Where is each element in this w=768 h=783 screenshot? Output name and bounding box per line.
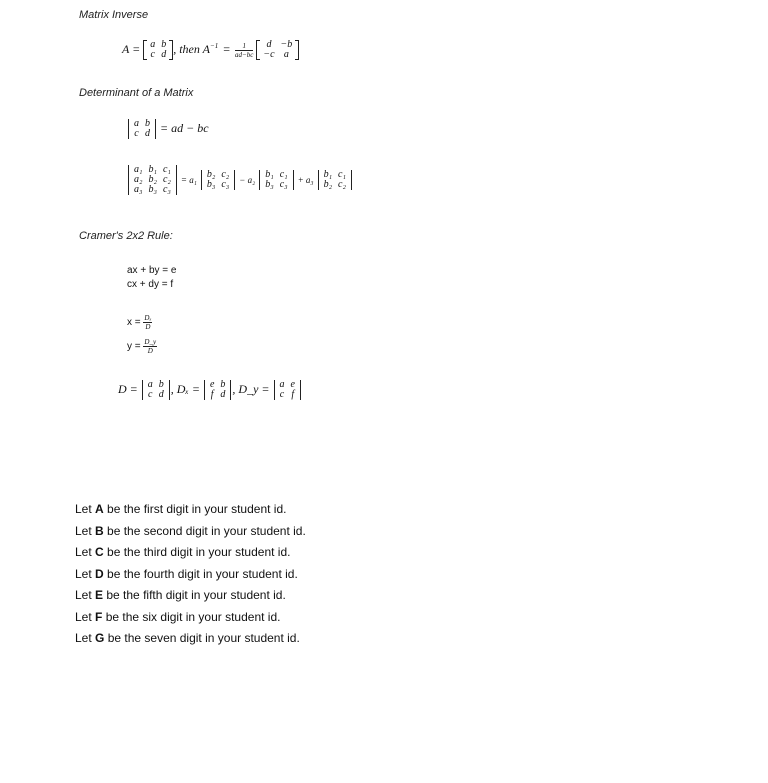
matrix-cell: d: [220, 389, 226, 400]
matrix-cell: c₃: [221, 179, 230, 190]
y-fraction: [143, 338, 157, 355]
matrix-cell: e: [290, 379, 295, 390]
matrix-cell: c₂: [162, 174, 171, 185]
det-2x2-formula: [127, 119, 209, 139]
instruction-line: [75, 521, 306, 543]
fraction-numerator: Dₓ: [144, 314, 152, 322]
d-label: D =: [118, 381, 138, 396]
matrix-cell: b₃: [206, 179, 216, 190]
dy-label: , D_y =: [232, 381, 270, 396]
instruction-line: [75, 585, 306, 607]
equation-1: ax + by = e: [127, 265, 177, 276]
instruction-var: F: [95, 609, 103, 624]
instruction-suffix: be the six digit in your student id.: [102, 609, 281, 624]
matrix-cell: c₃: [162, 184, 171, 195]
matrix-cell: c: [148, 389, 153, 400]
matrix-cell: b₂: [323, 179, 333, 190]
instruction-line: [75, 607, 306, 629]
instruction-prefix: Let: [75, 502, 96, 516]
instruction-prefix: Let: [75, 523, 96, 538]
matrix-a: [143, 40, 173, 60]
matrix-cell: b₁: [323, 169, 333, 180]
matrix-cell: b₁: [148, 164, 157, 175]
matrix-cell: a₁: [134, 164, 143, 175]
cramer-y-formula: [127, 338, 157, 355]
matrix-cell: d: [158, 389, 164, 400]
instruction-var: C: [95, 545, 104, 559]
instruction-prefix: Let: [75, 631, 96, 645]
cramer-determinants: [118, 380, 302, 400]
matrix-cell: b: [220, 379, 226, 390]
matrix-cell: c: [134, 128, 139, 139]
dx-matrix: [203, 380, 232, 400]
matrix-cell: c: [150, 49, 155, 60]
instruction-var: B: [95, 523, 104, 538]
det-3x3-plus-a3: + a₃: [297, 174, 314, 185]
matrix-cell: a₂: [134, 174, 143, 185]
matrix-cell: e: [209, 379, 215, 390]
det-3x3-eq-a1: = a₁: [180, 174, 197, 185]
inverse-exponent: −1: [210, 41, 219, 50]
instruction-prefix: Let: [75, 545, 96, 559]
equation-2: cx + dy = f: [127, 279, 174, 290]
instruction-line: [75, 499, 306, 521]
instruction-var: D: [95, 566, 104, 581]
instruction-suffix: be the fourth digit in your student id.: [103, 566, 298, 581]
matrix-cell: d: [161, 49, 167, 60]
matrix-inverse-result: [256, 40, 299, 60]
matrix-cell: −b: [280, 39, 293, 50]
fraction-numerator: D_y: [144, 338, 157, 346]
instruction-var: A: [95, 502, 104, 516]
matrix-cell: c₂: [221, 169, 230, 180]
instruction-prefix: Let: [75, 588, 96, 602]
matrix-cell: b₂: [148, 174, 157, 185]
matrix-cell: a: [134, 118, 139, 129]
instruction-prefix: Let: [75, 566, 96, 581]
minor-1: [200, 170, 236, 190]
matrix-cell: b₃: [265, 179, 274, 190]
instruction-suffix: be the seven digit in your student id.: [104, 631, 300, 645]
matrix-cell: −c: [263, 49, 275, 60]
matrix-cell: b: [161, 39, 167, 50]
matrix-cell: a: [147, 379, 153, 390]
instruction-prefix: Let: [75, 609, 96, 624]
det-3x3-minus-a2: − a₂: [239, 174, 256, 185]
matrix-cell: c₁: [162, 164, 171, 175]
matrix-cell: b₂: [206, 169, 216, 180]
inverse-formula: [122, 40, 299, 60]
det-3x3-formula: [127, 165, 353, 195]
dx-label: , Dₓ =: [170, 381, 200, 396]
det-2x2-matrix: [127, 119, 157, 139]
matrix-cell: c₁: [338, 169, 346, 180]
matrix-cell: b₁: [265, 169, 274, 180]
instruction-suffix: be the second digit in your student id.: [103, 523, 306, 538]
matrix-cell: a: [279, 379, 285, 390]
fraction-denominator: D: [147, 347, 153, 355]
fraction-denominator: D: [145, 323, 151, 331]
matrix-cell: c₁: [279, 169, 288, 180]
fraction-numerator: 1: [235, 42, 253, 51]
inverse-lhs: A =: [122, 41, 141, 56]
matrix-cell: d: [145, 128, 150, 139]
matrix-cell: f: [210, 389, 214, 400]
d-matrix: [141, 380, 171, 400]
instruction-line: [75, 628, 306, 650]
instructions-list: [75, 499, 306, 650]
matrix-cell: f: [291, 389, 295, 400]
det-2x2-rhs: = ad − bc: [160, 120, 209, 135]
determinant-heading: Determinant of a Matrix: [79, 87, 194, 99]
inverse-fraction: [235, 42, 253, 59]
fraction-denominator: ad−bc: [235, 50, 254, 59]
matrix-cell: b: [145, 118, 150, 129]
minor-3: [317, 170, 353, 190]
det-3x3-matrix: [127, 165, 178, 195]
instruction-suffix: be the fifth digit in your student id.: [103, 588, 286, 602]
x-lhs: x =: [127, 317, 141, 329]
minor-2: [258, 170, 294, 190]
matrix-cell: a₃: [134, 184, 143, 195]
instruction-suffix: be the third digit in your student id.: [103, 545, 291, 559]
instruction-line: [75, 542, 306, 564]
matrix-cell: c₃: [279, 179, 288, 190]
cramer-heading: Cramer's 2x2 Rule:: [79, 230, 173, 242]
instruction-var: G: [95, 631, 105, 645]
equals-sign: =: [223, 41, 231, 56]
matrix-cell: b₃: [148, 184, 157, 195]
matrix-cell: d: [266, 39, 272, 50]
instruction-var: E: [95, 588, 104, 602]
matrix-inverse-heading: Matrix Inverse: [79, 9, 149, 21]
x-fraction: [143, 314, 152, 331]
y-lhs: y =: [127, 341, 141, 353]
matrix-cell: a: [150, 39, 156, 50]
matrix-cell: c: [279, 389, 285, 400]
instruction-line: [75, 564, 306, 586]
matrix-cell: a: [283, 49, 289, 60]
cramer-x-formula: [127, 314, 152, 331]
then-text: , then A: [173, 41, 210, 56]
instruction-suffix: be the first digit in your student id.: [103, 502, 287, 516]
matrix-cell: b: [158, 379, 164, 390]
dy-matrix: [273, 380, 302, 400]
matrix-cell: c₂: [338, 179, 346, 190]
